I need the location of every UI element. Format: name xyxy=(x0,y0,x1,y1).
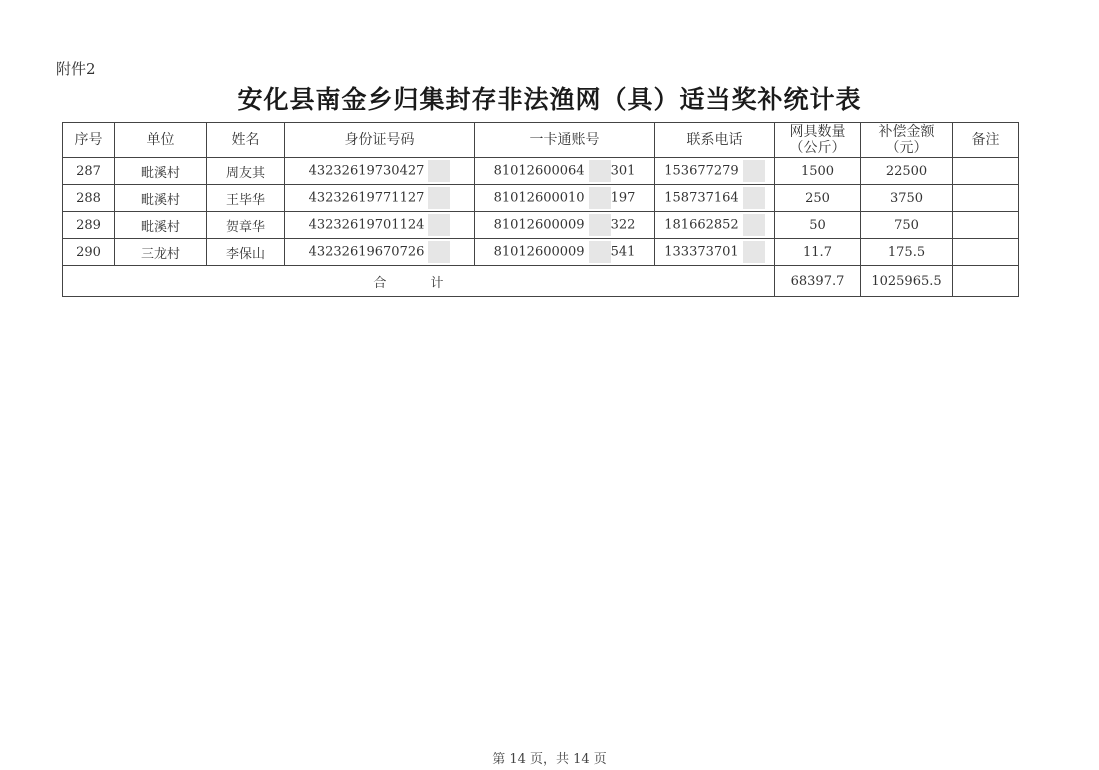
header-id-number: 身份证号码 xyxy=(285,123,475,158)
header-amount-line1: 补偿金额 xyxy=(878,124,935,140)
cell-card-account xyxy=(475,158,655,185)
cell-card-account xyxy=(475,185,655,212)
total-remarks xyxy=(953,266,1019,297)
cell-amount: 22500 xyxy=(861,158,953,185)
id-number-text: 43232619771127 xyxy=(308,190,425,206)
total-net-quantity: 68397.7 xyxy=(775,266,861,297)
redaction-block xyxy=(743,214,765,236)
cell-seq: 289 xyxy=(63,212,115,239)
redaction-block xyxy=(428,187,450,209)
cell-name: 王毕华 xyxy=(207,185,285,212)
id-number-text: 43232619730427 xyxy=(308,163,425,179)
cell-seq: 287 xyxy=(63,158,115,185)
phone-text: 181662852 xyxy=(664,217,739,233)
id-number-text: 43232619670726 xyxy=(308,244,425,260)
cell-seq: 290 xyxy=(63,239,115,266)
header-net-quantity-line2: （公斤） xyxy=(789,140,846,156)
redaction-block xyxy=(589,241,611,263)
card-account-tail: 197 xyxy=(610,190,636,206)
header-seq: 序号 xyxy=(63,123,115,158)
redaction-block xyxy=(743,241,765,263)
header-net-quantity-line1: 网具数量 xyxy=(789,124,846,140)
card-account-text: 81012600009 xyxy=(493,217,585,233)
card-account-tail: 541 xyxy=(610,244,636,260)
card-account-tail: 301 xyxy=(610,163,636,179)
header-phone: 联系电话 xyxy=(655,123,775,158)
redaction-block xyxy=(743,187,765,209)
cell-unit: 毗溪村 xyxy=(115,185,207,212)
cell-remarks xyxy=(953,212,1019,239)
phone-text: 153677279 xyxy=(664,163,739,179)
cell-phone xyxy=(655,212,775,239)
cell-remarks xyxy=(953,158,1019,185)
table-row xyxy=(63,185,1019,212)
cell-net-quantity: 50 xyxy=(775,212,861,239)
redaction-block xyxy=(589,160,611,182)
total-amount: 1025965.5 xyxy=(861,266,953,297)
cell-card-account xyxy=(475,239,655,266)
id-number-text: 43232619701124 xyxy=(308,217,425,233)
table-row xyxy=(63,158,1019,185)
cell-net-quantity: 11.7 xyxy=(775,239,861,266)
cell-net-quantity: 250 xyxy=(775,185,861,212)
page-footer: 第 14 页，共 14 页 xyxy=(492,752,607,767)
phone-text: 133373701 xyxy=(664,244,739,260)
cell-id-number xyxy=(285,212,475,239)
table-header-row xyxy=(63,123,1019,158)
cell-phone xyxy=(655,185,775,212)
redaction-block xyxy=(589,214,611,236)
cell-id-number xyxy=(285,158,475,185)
cell-id-number xyxy=(285,239,475,266)
card-account-text: 81012600009 xyxy=(493,244,585,260)
total-row xyxy=(63,266,1019,297)
header-unit: 单位 xyxy=(115,123,207,158)
redaction-block xyxy=(428,241,450,263)
card-account-text: 81012600010 xyxy=(493,190,585,206)
cell-name: 周友其 xyxy=(207,158,285,185)
page-title: 安化县南金乡归集封存非法渔网（具）适当奖补统计表 xyxy=(237,85,862,114)
redaction-block xyxy=(589,187,611,209)
header-card-account: 一卡通账号 xyxy=(475,123,655,158)
statistics-table xyxy=(62,122,1019,297)
phone-text: 158737164 xyxy=(664,190,739,206)
redaction-block xyxy=(428,160,450,182)
card-account-tail: 322 xyxy=(610,217,636,233)
header-amount-line2: （元） xyxy=(885,140,928,156)
cell-amount: 175.5 xyxy=(861,239,953,266)
cell-unit: 毗溪村 xyxy=(115,158,207,185)
cell-seq: 288 xyxy=(63,185,115,212)
redaction-block xyxy=(743,160,765,182)
cell-remarks xyxy=(953,239,1019,266)
redaction-block xyxy=(428,214,450,236)
cell-id-number xyxy=(285,185,475,212)
cell-phone xyxy=(655,158,775,185)
table-row xyxy=(63,239,1019,266)
cell-name: 李保山 xyxy=(207,239,285,266)
table-row xyxy=(63,212,1019,239)
cell-phone xyxy=(655,239,775,266)
card-account-text: 81012600064 xyxy=(493,163,585,179)
cell-card-account xyxy=(475,212,655,239)
header-net-quantity xyxy=(775,123,861,158)
cell-unit: 三龙村 xyxy=(115,239,207,266)
cell-name: 贺章华 xyxy=(207,212,285,239)
attachment-label: 附件2 xyxy=(56,60,96,78)
cell-amount: 3750 xyxy=(861,185,953,212)
total-label: 合 计 xyxy=(373,275,464,291)
cell-net-quantity: 1500 xyxy=(775,158,861,185)
header-remarks: 备注 xyxy=(953,123,1019,158)
header-name: 姓名 xyxy=(207,123,285,158)
cell-unit: 毗溪村 xyxy=(115,212,207,239)
total-label-cell xyxy=(63,266,775,297)
cell-remarks xyxy=(953,185,1019,212)
header-amount xyxy=(861,123,953,158)
cell-amount: 750 xyxy=(861,212,953,239)
